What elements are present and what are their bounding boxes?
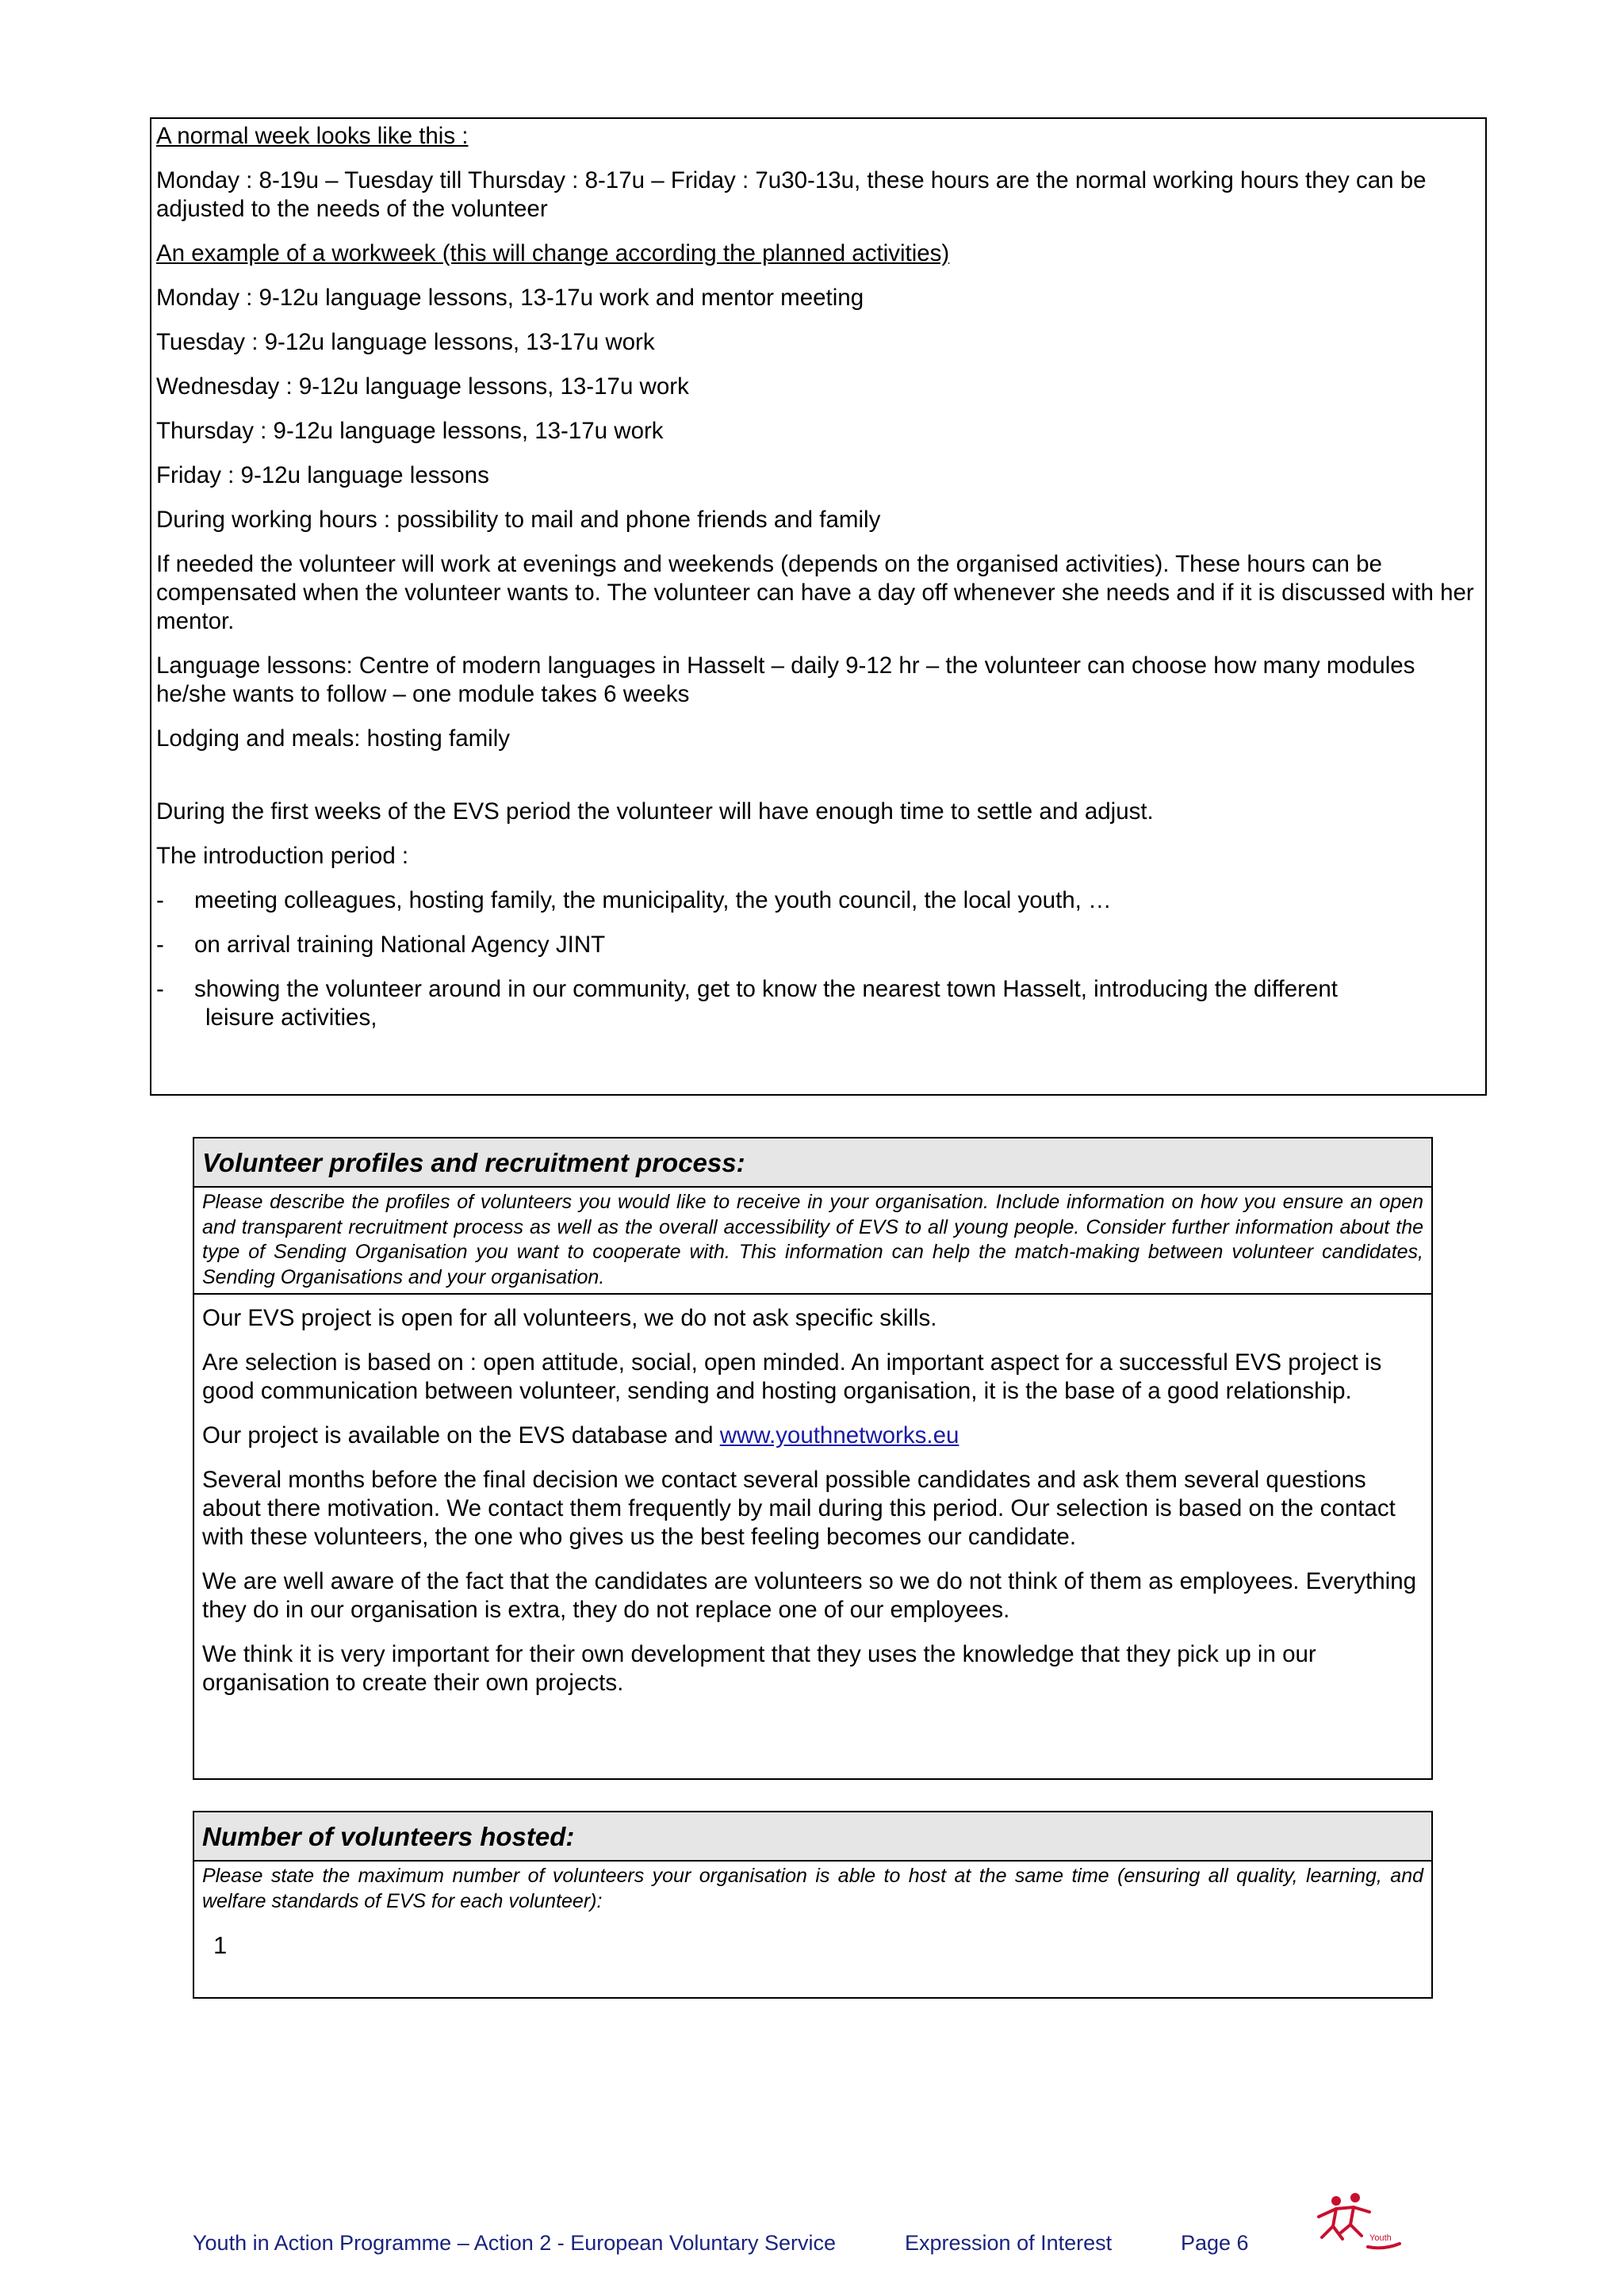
svg-text:Youth: Youth — [1369, 2233, 1392, 2243]
day-monday: Monday : 9-12u language lessons, 13-17u work and mentor meeting — [156, 285, 864, 311]
section-answer — [194, 1295, 1431, 1697]
day-wednesday: Wednesday : 9-12u language lessons, 13-17u work — [156, 373, 689, 400]
section-instructions: Please state the maximum number of volunteers your organisation is able to host at the same time (ensuring all quality, learning, and welfare standards of EVS for each volunteer): — [202, 1865, 1423, 1912]
answer-paragraph: Our EVS project is open for all volunteers, we do not ask specific skills. — [202, 1305, 937, 1331]
section-instructions: Please describe the profiles of volunteers you would like to receive in your organisation. Include information on how you ensure an open and transparent recruitment process as well as the overall accessibility of EVS to all young people. Consider further information about the type of Sending Organisation you want to cooperate with. This information can help the match-making between volunteer candidates, Sending Organisations and your organisation. — [194, 1188, 1431, 1295]
intro-item-text: on arrival training National Agency JINT — [194, 932, 606, 958]
communication-text: During working hours : possibility to mail and phone friends and family — [156, 507, 881, 533]
example-workweek-heading: An example of a workweek (this will change according the planned activities) — [156, 240, 950, 266]
footer-document: Expression of Interest — [905, 2231, 1113, 2255]
working-hours-text: Monday : 8-19u – Tuesday till Thursday : 8-17u – Friday : 7u30-13u, these hours are the normal working hours they can be adjusted to the needs of the volunteer — [156, 167, 1427, 222]
intro-item — [156, 975, 1480, 1032]
first-weeks-text: During the first weeks of the EVS period the volunteer will have enough time to settle and adjust. — [156, 798, 1154, 825]
language-lessons-text: Language lessons: Centre of modern languages in Hasselt – daily 9-12 hr – the volunteer can choose how many modules he/she wants to follow – one module takes 6 weeks — [156, 652, 1415, 707]
day-thursday: Thursday : 9-12u language lessons, 13-17u work — [156, 418, 664, 444]
answer-paragraph: Are selection is based on : open attitude, social, open minded. An important aspect for a successful EVS project is good communication between volunteer, sending and hosting organisation, it is the base of a good relationship. — [202, 1349, 1382, 1404]
section-title: Volunteer profiles and recruitment process: — [194, 1138, 1431, 1188]
answer-paragraph: We are well aware of the fact that the candidates are volunteers so we do not think of them as employees. Everything they do in our organisation is extra, they do not replace one of our employees. — [202, 1568, 1417, 1623]
section-title: Number of volunteers hosted: — [194, 1812, 1431, 1862]
bullet-dash: - — [156, 976, 164, 1002]
weekly-schedule-box — [150, 117, 1487, 1096]
volunteer-profiles-section — [193, 1137, 1433, 1780]
lodging-text: Lodging and meals: hosting family — [156, 725, 511, 752]
evenings-weekends-text: If needed the volunteer will work at evenings and weekends (depends on the organised activities). These hours can be compensated when the volunteer wants to. The volunteer can have a day off whenever she needs and if it is discussed with her mentor. — [156, 551, 1474, 634]
day-friday: Friday : 9-12u language lessons — [156, 462, 489, 488]
intro-item — [156, 886, 1480, 915]
intro-item-text: meeting colleagues, hosting family, the municipality, the youth council, the local youth, … — [194, 887, 1112, 913]
intro-item-text: showing the volunteer around in our community, get to know the nearest town Hasselt, introducing the different — [194, 976, 1338, 1002]
normal-week-heading: A normal week looks like this : — [156, 123, 469, 149]
answer-paragraph: We think it is very important for their own development that they uses the knowledge that they pick up in our organisation to create their own projects. — [202, 1641, 1316, 1696]
footer-programme: Youth in Action Programme – Action 2 - European Voluntary Service — [193, 2231, 836, 2255]
intro-period-heading: The introduction period : — [156, 843, 409, 869]
database-text: Our project is available on the EVS database and — [202, 1422, 720, 1448]
bullet-dash: - — [156, 887, 164, 913]
intro-item-continuation: leisure activities, — [205, 1004, 377, 1031]
volunteer-count: 1 — [213, 1931, 228, 1959]
answer-paragraph: Several months before the final decision we contact several possible candidates and ask them several questions about there motivation. We contact them frequently by mail during this period. Our selection is based on the contact with these volunteers, the one who gives us the best feeling becomes our candidate. — [202, 1467, 1396, 1550]
day-tuesday: Tuesday : 9-12u language lessons, 13-17u work — [156, 329, 655, 355]
youth-programme-logo — [1312, 2191, 1408, 2255]
answer-paragraph — [202, 1422, 1423, 1450]
intro-item — [156, 931, 1480, 959]
number-hosted-section — [193, 1811, 1433, 1999]
youthnetworks-link[interactable]: www.youthnetworks.eu — [719, 1422, 959, 1448]
footer-page-number: Page 6 — [1181, 2231, 1249, 2255]
bullet-dash: - — [156, 932, 164, 958]
